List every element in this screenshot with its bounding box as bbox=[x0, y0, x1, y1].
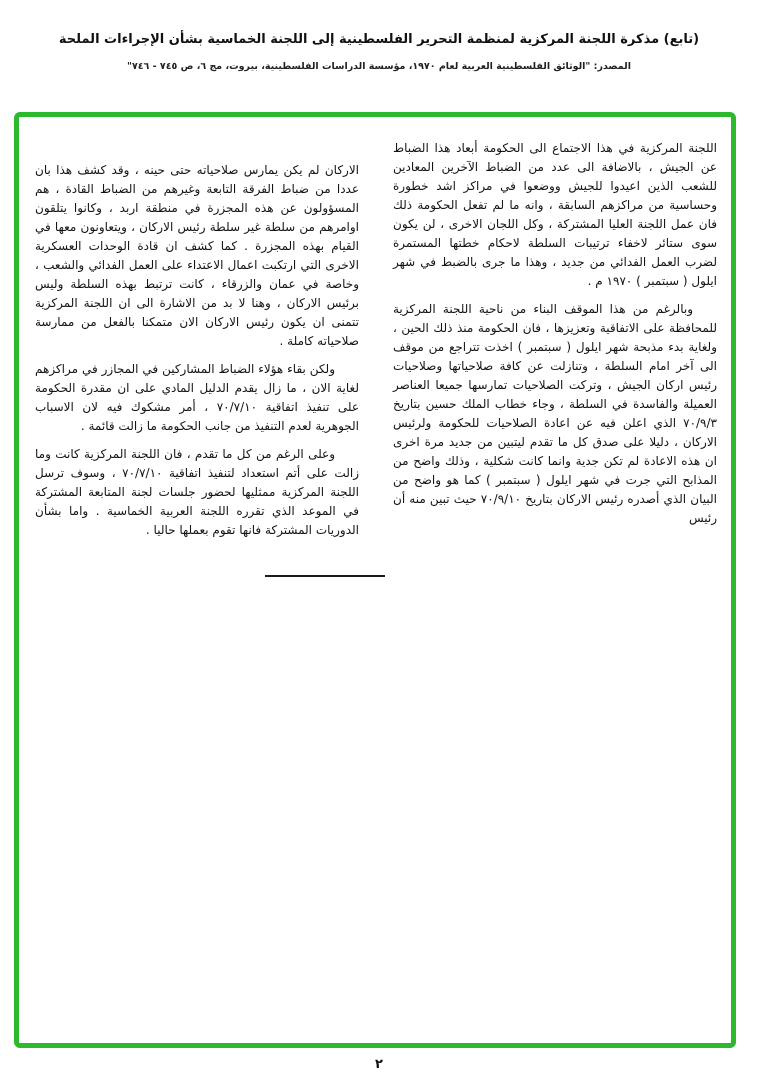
paragraph: وبالرغم من هذا الموقف البناء من ناحية اللجنة المركزية للمحافظة على الاتفاقية وتعزيزها ، فان الحكومة منذ ذلك الحين ، ولغاية بدء مذبحة شهر ايلول ( سبتمبر ) اخذت تتراجع من موقف الى آخر امام السلطة ، وتنازلت عن كافة صلاحياتها وصلاحيات رئيس اركان الجيش ، وتركت الصلاحيات تمارسها جميعا العناصر العميلة والفاسدة في السلطة ، وجاء خطاب الملك حسين بتاريخ ٧٠/٩/٣ الذي اعلن فيه عن اعادة الصلاحيات للحكومة ولرئيس الاركان ، دليلا على صدق كل ما تقدم ليتبين من جديد مرة اخرى ان هذه الاعادة لم تكن جدية وانما كانت شكلية ، وذلك واضح من المذابح التي جرت في شهر ايلول ( سبتمبر ) كما هو واضح من البيان الذي أصدره رئيس الاركان بتاريخ ٧٠/٩/١٠ حيث تبين منه أن رئيس bbox=[393, 302, 717, 525]
section-divider bbox=[265, 575, 385, 577]
column-left bbox=[35, 139, 359, 549]
paragraph: اللجنة المركزية في هذا الاجتماع الى الحكومة أبعاد هذا الضباط عن الجيش ، بالاضافة الى عدد من الضباط الآخرين المعادين للشعب الذين اعيدوا للجيش ووضعوا في مراكز اشد خطورة وحساسية من مراكزهم السابقة ، وانه ما لم تفعل الحكومة ذلك فان عمل اللجنة العليا المشتركة ، وكل اللجان الاخرى ، لن يكون سوى ستائر لاخفاء ترتيبات السلطة لاحكام خطتها المستمرة لضرب العمل الفدائي من جديد ، وهذا ما جرى بالضبط في شهر ايلول ( سبتمبر ) ١٩٧٠ م . bbox=[393, 141, 717, 288]
paragraph: الاركان لم يكن يمارس صلاحياته حتى حينه ، وقد كشف هذا بان عددا من ضباط الفرقة التابعة وغيرهم من الضباط القادة ، هم المسؤولون عن هذه المجزرة في منطقة اربد ، وكانوا يتلقون اوامرهم من سلطة غير سلطة رئيس الاركان ، ويتعاونون معها في القيام بهذه المجزرة . كما كشف ان قادة الوحدات العسكرية الاخرى التي ارتكبت اعمال الاعتداء على العمل الفدائي والشعب ، وخاصة في عمان والزرقاء ، كانت ترتبط بهذه السلطة وليس برئيس الاركان ، وهنا لا بد من الاشارة الى ان اللجنة المركزية تتمنى ان يكون رئيس الاركان الان متمكنا بالفعل من ممارسة صلاحياته كاملة . bbox=[35, 163, 359, 348]
page-number: ٢ bbox=[375, 1057, 383, 1072]
source-line: المصدر: "الوثائق الفلسطينية العربية لعام ١٩٧٠، مؤسسة الدراسات الفلسطينية، بيروت، مج ٦، ص ٧٤٥ - ٧٤٦" bbox=[127, 60, 631, 72]
document-header bbox=[0, 0, 758, 72]
document-frame bbox=[14, 112, 736, 1048]
document-title: (تابع) مذكرة اللجنة المركزية لمنظمة التحرير الفلسطينية إلى اللجنة الخماسية بشأن الإجراءات الملحة bbox=[58, 32, 700, 47]
column-right bbox=[393, 139, 717, 549]
paragraph: ولكن بقاء هؤلاء الضباط المشاركين في المجازر في مراكزهم لغاية الان ، ما زال يقدم الدليل المادي على ان مقدرة الحكومة على تنفيذ اتفاقية ٧٠/٧/١٠ ، أمر مشكوك فيه لان الاسباب الجوهرية لعدم التنفيذ من جانب الحكومة ما زالت قائمة . bbox=[35, 362, 359, 433]
paragraph: وعلى الرغم من كل ما تقدم ، فان اللجنة المركزية كانت وما زالت على أتم استعداد لتنفيذ اتفاقية ٧٠/٧/١٠ ، وسوف ترسل اللجنة المركزية ممثليها لحضور جلسات لجنة المتابعة المشتركة في الموعد الذي تقرره اللجنة العربية الخماسية . واما بشأن الدوريات المشتركة فانها تقوم بعملها حاليا . bbox=[35, 447, 359, 537]
text-columns bbox=[19, 117, 731, 549]
